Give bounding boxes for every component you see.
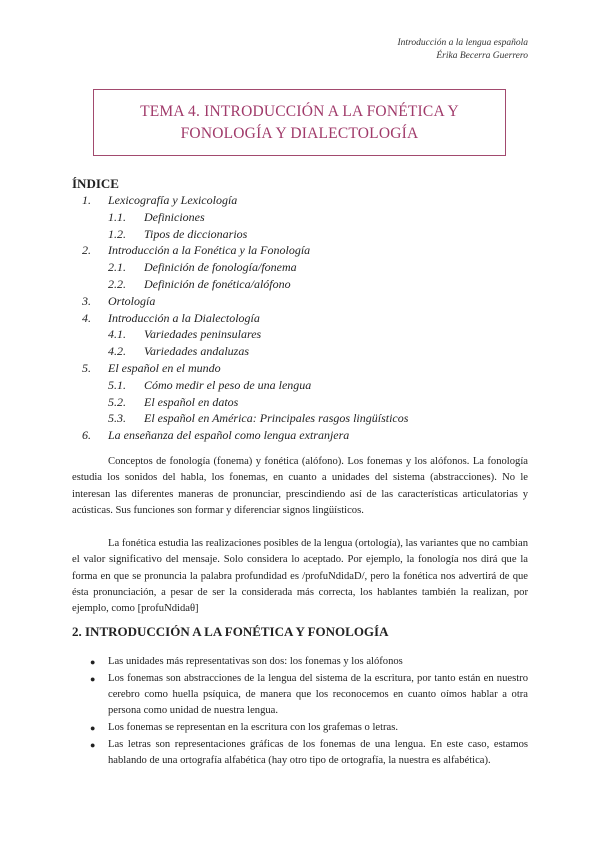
bullet-text: Las letras son representaciones gráficas de los fonemas de una lengua. En este caso, estamos hablando de una ortografía alfabética (hay otro tipo de ortografía, la nuestra es alfabética). [108,738,528,767]
toc-item-number: 2.1. [108,260,126,275]
toc-item-number: 1. [82,193,91,207]
header-course: Introducción a la lengua española [397,38,528,48]
toc-item-number: 5.1. [108,377,126,392]
bullet-dot-icon: ● [90,739,96,750]
toc-item [72,209,532,226]
paragraph-fonetica: La fonética estudia las realizaciones posibles de la lengua (ortología), las variantes que no cambian el valor significativo del mensaje. Solo considera lo aceptado. Por ejemplo, la fonología nos dirá que la forma en que se pronuncia la palabra profundidad es /profuNdidaD/, pero la fonética nos advertirá de que ésta pronunciación, a pesar de ser la considerada más correcta, los hablantes también la realizan, por ejemplo, como [profuNdidaθ] [72,538,528,615]
bullet-item [72,720,528,736]
toc-item [72,276,532,293]
toc-item-number: 1.1. [108,209,126,224]
toc-item-number: 2.2. [108,276,126,291]
bullet-text: Los fonemas se representan en la escritura con los grafemas o letras. [108,722,399,734]
bullet-item [72,671,528,720]
toc-item [72,377,532,394]
toc-item-text: Introducción a la Fonética y la Fonología [108,243,311,258]
toc-item-number: 4.2. [108,344,126,359]
bullet-list [72,654,528,770]
running-header [397,37,528,63]
title-line-1: TEMA 4. INTRODUCCIÓN A LA FONÉTICA Y [140,102,459,120]
bullet-item [72,737,528,770]
bullet-text: Las unidades más representativas son dos: los fonemas y los alófonos [108,656,403,667]
toc-item-number: 5.2. [108,394,126,409]
toc-item [72,226,532,243]
toc-item-text: Variedades andaluzas [144,344,249,359]
toc-item-number: 6. [82,428,91,443]
toc-item-text: Cómo medir el peso de una lengua [144,377,312,392]
toc-item-text: Variedades peninsulares [144,327,262,342]
bullet-text: Los fonemas son abstracciones de la lengua del sistema de la escritura, por tanto están en nuestro cerebro como huella psíquica, de manera que los reconocemos en cuanto oímos hablar a otra persona como unidad de nuestra lengua. [108,672,528,717]
toc-item-text: Definiciones [144,209,205,224]
toc-item [72,310,532,327]
toc-item [72,410,532,427]
header-author: Érika Becerra Guerrero [436,51,528,61]
toc-item-text: Tipos de diccionarios [144,226,248,241]
toc-item [72,427,532,444]
toc-item [72,394,532,411]
toc-item [72,192,532,209]
toc-item-number: 1.2. [108,226,126,241]
toc-item [72,360,532,377]
toc-item-number: 3. [82,293,91,308]
toc-item [72,293,532,310]
toc-item-text: Lexicografía y Lexicología [108,193,238,207]
paragraph-fonologia: Conceptos de fonología (fonema) y fonética (alófono). Los fonemas y los alófonos. La fonología estudia los sonidos del habla, los fonemas, en cuanto a unidades del sistema (abstracciones). No le interesan las diferentes maneras de pronunciar, prescindiendo así de las características articulatorias y acústicas. Sus funciones son formar y diferenciar signos lingüísticos. [72,456,528,516]
toc-item-text: El español en América: Principales rasgos lingüísticos [144,411,409,426]
bullet-item [72,654,528,670]
toc-item-text: El español en el mundo [108,360,221,375]
toc-item [72,326,532,343]
toc-item-text: Definición de fonética/alófono [144,276,291,291]
title-box [93,89,506,156]
toc-item [72,343,532,360]
section-2-heading: 2. INTRODUCCIÓN A LA FONÉTICA Y FONOLOGÍA [72,624,389,639]
title-line-2: FONOLOGÍA Y DIALECTOLOGÍA [180,124,419,142]
toc-item-number: 4.1. [108,327,126,342]
toc-item-text: El español en datos [144,394,239,409]
toc-item-number: 2. [82,243,91,258]
bullet-dot-icon: ● [90,657,96,667]
toc-item [72,259,532,276]
toc-item-number: 4. [82,310,91,325]
toc-item-text: Introducción a la Dialectología [108,310,260,325]
toc-item-text: Ortología [108,293,156,308]
toc-item-text: La enseñanza del español como lengua extranjera [108,428,350,443]
toc-item-text: Definición de fonología/fonema [144,260,297,275]
bullet-dot-icon: ● [90,723,96,734]
toc-item-number: 5.3. [108,411,126,426]
bullet-dot-icon: ● [90,673,96,684]
toc-item-number: 5. [82,360,91,375]
index-heading: ÍNDICE [72,176,119,191]
toc-item [72,242,532,259]
table-of-contents [72,192,532,444]
